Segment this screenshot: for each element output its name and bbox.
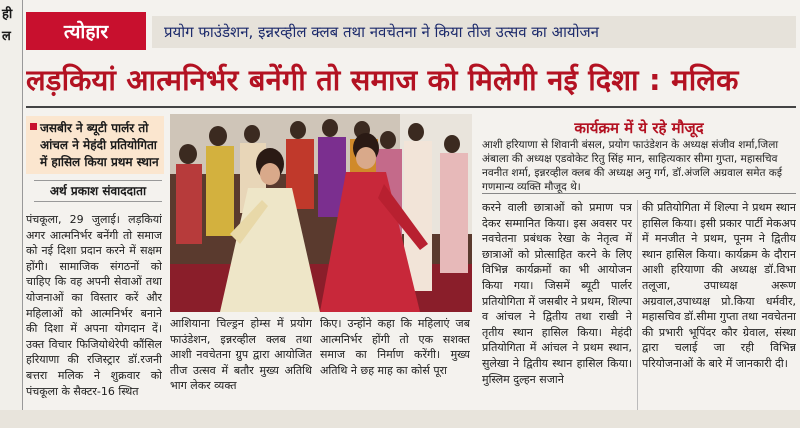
- column-separator: [637, 200, 638, 412]
- highlight-text: जसबीर ने ब्यूटी पार्लर तो आंचल ने मेहंदी प्रतियोगिता में हासिल किया प्रथम स्थान: [40, 121, 159, 169]
- article-column-3: किए। उन्होंने कहा कि महिलाएं जब आत्मनिर्भर होंगी तो एक सशक्त समाज का निर्माण करेंगी। मुख्य अतिथि ने छह माह का कोर्स पूरा: [320, 317, 470, 377]
- page-bottom-strip: [0, 410, 800, 428]
- program-box-body: आशी हरियाणा से शिवानी बंसल, प्रयोग फाउंडेशन के अध्यक्ष संजीव शर्मा,जिला अंबाला की अध्यक्ष एडवोकेट रितु सिंह मान, साहित्यकार सीमा गुप्ता, महासचिव नवनीत शर्मा, इन्नरव्हील क्लब की अध्यक्ष अनु गर्ग, डॉ.अंजलि अग्रवाल समेत कई गणमान्य व्यक्ति मौजूद थे।: [482, 139, 783, 193]
- bullet-square-icon: [30, 123, 37, 130]
- edge-char-1: ही: [2, 7, 13, 22]
- article-header: [26, 12, 796, 52]
- program-box-title: कार्यक्रम में ये रहे मौजूद: [574, 119, 704, 137]
- program-box-rule: [482, 193, 796, 194]
- edge-char-2: ल: [2, 29, 11, 44]
- section-tag: त्योहार: [26, 12, 146, 50]
- article-column-1: पंचकूला, 29 जुलाई। लड़कियां अगर आत्मनिर्भर बनेंगी तो समाज को नई दिशा प्रदान करने में सक्षम होंगी। सामाजिक संगठनों को चाहिए कि वह अपनी सेवाओं तथा योजनाओं का विस्तार करें और महिलाओं को आत्मनिर्भर बनाने की दिशा में अपना योगदान दें। उक्त विचार फिजियोथेरेपी कौंसिल हरियाणा की रजिस्ट्रार डॉ.रजनी बत्तरा मलिक ने शुक्रवार को पंचकूला के सैक्टर-16 स्थित: [26, 213, 162, 398]
- strapline: प्रयोग फाउंडेशन, इन्नरव्हील क्लब तथा नवचेतना ने किया तीज उत्सव का आयोजन: [152, 16, 796, 48]
- article-column-4: करने वाली छात्राओं को प्रमाण पत्र देकर सम्मानित किया। इस अवसर पर नवचेतना प्रबंधक रेखा के नेतृत्व में छात्राओं को प्रोत्साहित करने के लिए विभिन्न कार्यक्रमों का भी आयोजन किया गया। जिसमें ब्यूटी पार्लर प्रतियोगिता में जसबीर ने प्रथम, शिल्पा व आंचल ने द्वितीय तथा राखी ने तृतीय स्थान हासिल किया। मेहंदी प्रतियोगिता में आंचल ने प्रथम स्थान, सुलेखा ने द्वितीय स्थान हासिल किया। मुस्लिम दुल्हन सजाने: [482, 201, 632, 386]
- article-column-2: आशियाना चिल्ड्रन होम्स में प्रयोग फाउंडेशन, इन्नरव्हील क्लब तथा आशी नवचेतना ग्रुप द्वारा आयोजित तीज उत्सव में बतौर मुख्य अतिथि भाग लेकर व्यक्त: [170, 317, 312, 393]
- headline: लड़कियां आत्मनिर्भर बनेंगी तो समाज को मिलेगी नई दिशा : मलिक: [26, 63, 739, 97]
- article-column-5: की प्रतियोगिता में शिल्पा ने प्रथम स्थान हासिल किया। इसी प्रकार पार्टी मेकअप में मनजीत ने प्रथम, पूनम ने द्वितीय स्थान हासिल किया। कार्यक्रम के दौरान आशी हरियाणा की अध्यक्ष डॉ.विभा तलूजा, उपाध्यक्ष अरूण अग्रवाल,उपाध्यक्ष प्रो.किया धर्मवीर, महासचिव डॉ.सीमा गुप्ता तथा नवचेतना की प्रभारी भूपिंदर कौर ग्रेवाल, संस्था द्वारा चलाई जा रही विभिन्न परियोजनाओं के बारे में जानकारी दी।: [642, 201, 796, 370]
- event-photo: [170, 114, 472, 312]
- dancers-photo-illustration: [170, 114, 472, 312]
- byline: अर्थ प्रकाश संवाददाता: [34, 180, 162, 202]
- headline-rule: [26, 106, 796, 108]
- highlight-box: [26, 116, 164, 174]
- adjacent-article-edge: [0, 0, 23, 428]
